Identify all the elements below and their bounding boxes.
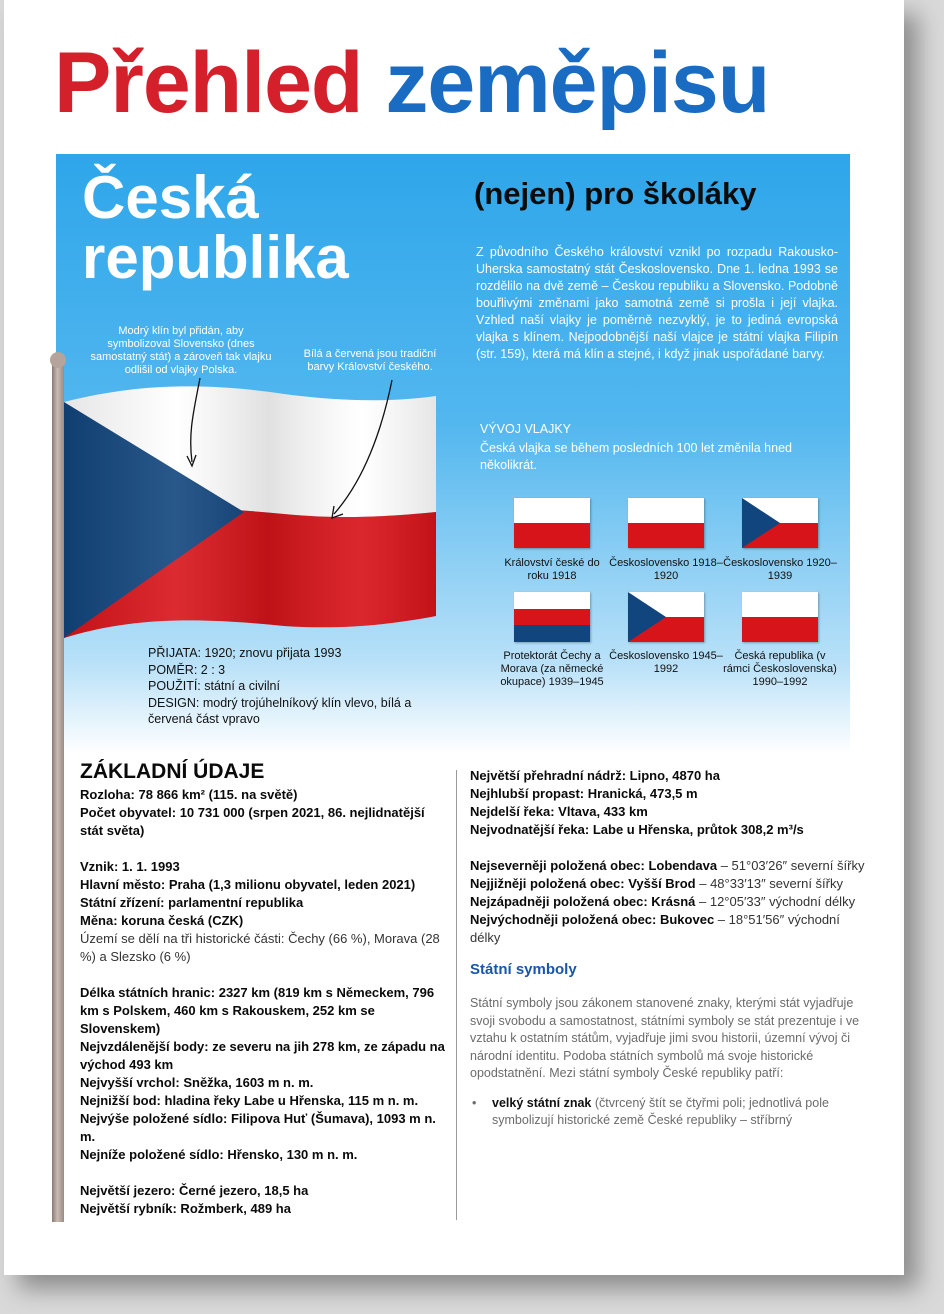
fact-north — [470, 857, 866, 875]
fact-area: Rozloha: 78 866 km² (115. na světě) — [80, 787, 298, 802]
fact-west — [470, 893, 866, 911]
flag-history-1-caption: Království české do roku 1918 — [504, 557, 600, 582]
flag-history-1-icon — [514, 498, 590, 548]
basic-facts-heading: ZÁKLADNÍ ÚDAJE — [80, 760, 265, 783]
fact-west-value: – 12°05′33″ východní délky — [695, 894, 856, 909]
fact-currency: Měna: koruna česká (CZK) — [80, 913, 244, 928]
fact-reservoir: Největší přehradní nádrž: Lipno, 4870 ha — [470, 768, 720, 783]
flag-prop-design: DESIGN: modrý trojúhelníkový klín vlevo, bílá a červená část vpravo — [148, 695, 412, 726]
fact-lowest-town: Nejníže položené sídlo: Hřensko, 130 m n. m. — [80, 1147, 358, 1162]
fact-longest-river: Nejdelší řeka: Vltava, 433 km — [470, 804, 648, 819]
flag-properties — [148, 645, 448, 728]
note-colors: Bílá a červená jsou tradiční barvy Království českého. — [303, 348, 437, 373]
fact-regions: Území se dělí na tři historické části: Čechy (66 %), Morava (28 %) a Slezsko (6 %) — [80, 931, 440, 964]
facts-right-column — [470, 767, 866, 1130]
country-name-line1: Česká — [82, 164, 259, 231]
flag-history-2-caption: Československo 1918–1920 — [609, 557, 723, 582]
evolution-title: VÝVOJ VLAJKY — [480, 422, 572, 436]
note-wedge: Modrý klín byl přidán, aby symbolizoval Slovensko (dnes samostatný stát) a zároveň tak vlajku odlišil od vlajky Polska. — [90, 325, 272, 376]
flag-history-2-icon — [628, 498, 704, 548]
evolution-text: Česká vlajka se během posledních 100 let změnila hned několikrát. — [480, 441, 792, 472]
fact-east — [470, 911, 866, 947]
fact-lowest: Nejnižší bod: hladina řeky Labe u Hřenska, 115 m n. m. — [80, 1093, 419, 1108]
flag-history-4-icon — [514, 592, 590, 642]
fact-pond: Největší rybník: Rožmberk, 489 ha — [80, 1201, 291, 1216]
flag-history-5-icon — [628, 592, 704, 642]
subtitle: (nejen) pro školáky — [474, 176, 757, 211]
flag-history-4-caption: Protektorát Čechy a Morava (za německé okupace) 1939–1945 — [500, 650, 604, 688]
fact-river-flow: Nejvodnatější řeka: Labe u Hřenska, průtok 308,2 m³/s — [470, 822, 804, 837]
fact-capital: Hlavní město: Praha (1,3 milionu obyvatel, leden 2021) — [80, 877, 416, 892]
symbols-bullet-item — [470, 1095, 866, 1130]
fact-government: Státní zřízení: parlamentní republika — [80, 895, 304, 910]
title-word-red: Přehled — [54, 35, 363, 131]
fact-west-label: Nejzápadněji položená obec: Krásná — [470, 894, 696, 909]
symbols-heading: Státní symboly — [470, 961, 577, 978]
fact-abyss: Nejhlubší propast: Hranická, 473,5 m — [470, 786, 698, 801]
country-name-line2: republika — [82, 224, 349, 291]
fact-north-label: Nejseverněji položená obec: Lobendava — [470, 858, 718, 873]
flag-history-3-caption: Československo 1920–1939 — [723, 557, 837, 582]
symbols-bullet-label: velký státní znak — [492, 1095, 592, 1110]
column-divider — [456, 770, 457, 1220]
flag-history-3-icon — [742, 498, 818, 548]
fact-lake: Největší jezero: Černé jezero, 18,5 ha — [80, 1183, 309, 1198]
flag-history-6-caption: Česká republika (v rámci Československa) 1990–1992 — [723, 650, 837, 688]
flag-history-6-icon — [742, 592, 818, 642]
fact-extremes: Nejvzdálenější body: ze severu na jih 278 km, ze západu na východ 493 km — [80, 1039, 445, 1072]
flag-prop-ratio: POMĚR: 2 : 3 — [148, 662, 226, 677]
title-word-blue: zeměpisu — [385, 35, 770, 131]
intro-text: Z původního Českého království vznikl po rozpadu Rakousko-Uherska samostatný stát Československo. Dne 1. ledna 1993 se rozdělilo na dvě země – Českou republiku a Slovensko. Podobně bouřlivými změnami jako samotná země si prošla i její vlajka. Vzhled naší vlajky je poměrně nezvyklý, je to jediná evropská vlajka s klínem. Nejpodobnější naší vlajce je státní vlajka Filipín (str. 159), která má klín a stejné, i když jinak uspořádané barvy. — [476, 245, 838, 361]
fact-highest: Nejvyšší vrchol: Sněžka, 1603 m n. m. — [80, 1075, 314, 1090]
basic-facts-column — [80, 760, 446, 1218]
fact-population: Počet obyvatel: 10 731 000 (srpen 2021, 86. nejlidnatější stát světa) — [80, 805, 425, 838]
fact-borders: Délka státních hranic: 2327 km (819 km s Německem, 796 km s Polskem, 460 km s Rakouskem, 252 km se Slovenskem) — [80, 985, 435, 1036]
symbols-bullet-text: (čtvrcený štít se čtyřmi poli; jednotlivá pole symbolizují historické země České republiky – stříbrný — [492, 1095, 829, 1127]
flag-history-5-caption: Československo 1945–1992 — [609, 650, 723, 675]
symbols-text: Státní symboly jsou zákonem stanovené znaky, kterými stát vyjadřuje svoji svobodu a samostatnost, státními symboly se stát prezentuje i ve vztahu k ostatním státům, vyjadřuje jimi svou historii, územní vývoj či národní identitu. Podoba státních symbolů má svoje historické opodstatnění. Mezi státní symboly České republiky patří: — [470, 996, 860, 1080]
flag-prop-use: POUŽITÍ: státní a civilní — [148, 679, 280, 693]
fact-south-value: – 48°33′13″ severní šířky — [695, 876, 843, 891]
fact-east-value: – 18°51′56″ východní délky — [470, 912, 840, 945]
fact-south-label: Nejjižněji položená obec: Vyšší Brod — [470, 876, 696, 891]
flag-prop-adopted: PŘIJATA: 1920; znovu přijata 1993 — [148, 646, 342, 660]
fact-founded: Vznik: 1. 1. 1993 — [80, 859, 180, 874]
page — [4, 0, 904, 1275]
fact-east-label: Nejvýchodněji položená obec: Bukovec — [470, 912, 715, 927]
fact-north-value: – 51°03′26″ severní šířky — [717, 858, 865, 873]
fact-highest-town: Nejvýše položené sídlo: Filipova Huť (Šumava), 1093 m n. m. — [80, 1111, 436, 1144]
fact-south — [470, 875, 866, 893]
